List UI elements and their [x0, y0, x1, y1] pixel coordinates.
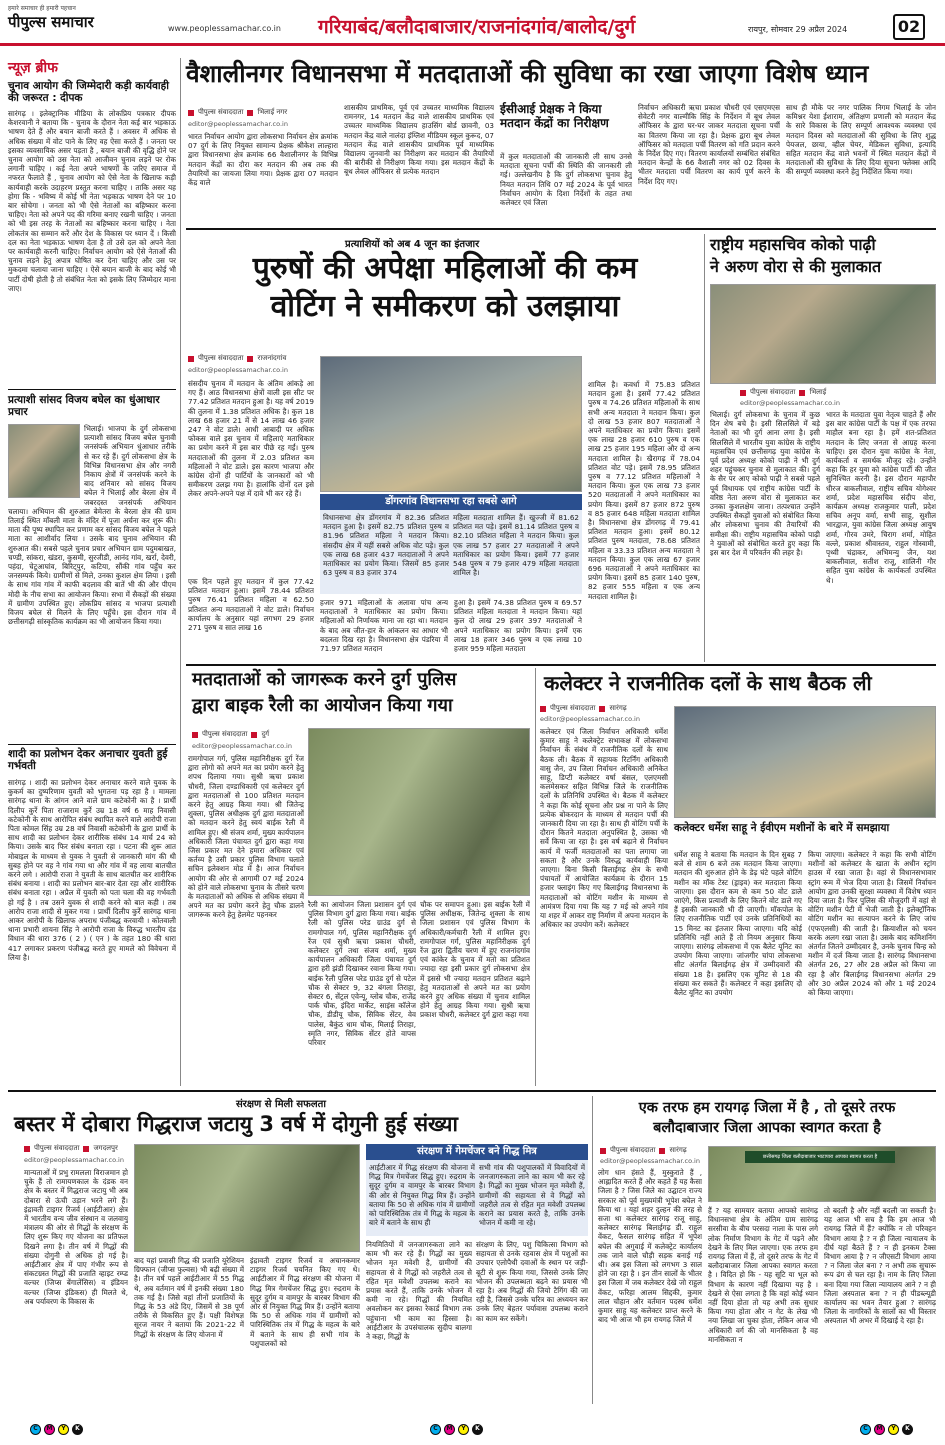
cmyk-yellow: Y: [58, 1424, 69, 1435]
byline-marker-icon: [540, 706, 546, 712]
divider: [8, 389, 176, 390]
vulture-photo: [134, 1144, 360, 1252]
vulture-col-5: संरक्षण के लिए, पशु चिकित्सा विभाग को सहायता से उनके रहवास क्षेत्र में पशुओं का उपचार एलोपैथी दवाओं के स्थान पर जड़ी-बूटी से शुरू किया गया, जिससे उनके लिए भोजन की उपलब्धता बढ़ने का प्रयास भी रहा है। अब गिद्धों की जियो टैगिंग की जा रही है, जिससे उनके चरित्र का अध्ययन कर उनके लिए बेहतर पर्यावास उपलब्ध कराने का काम कर सकेंगे।: [476, 1240, 588, 1323]
women-kicker: प्रत्याशियों को अब 4 जून का इंतजार: [345, 239, 480, 250]
brief-2-text: भिलाई। भाजपा के दुर्ग लोकसभा प्रत्याशी सांसद विजय बघेल चुनावी जनसंपर्क अभियान धुंआधार तरीके से कर रहे हैं। दुर्ग लोकसभा क्षेत्र के विभिन्न विधानसभा क्षेत्र और नगरी निकाय क्षेत्रों में जनसंपर्क करने के बाद शनिवार को सांसद विजय बघेल ने भिलाई और बेरला क्षेत्र में जबरदस्त जनसंपर्क अभियान चलाया। अभियान की शुरुआत बेमेतरा के बेरला क्षेत्र की ग्राम तिलाई स्थित माँबली माता के मंदिर में पूजा अर्चना कर शुरू की। माता की पूष्प स्थापित कर प्रणाम कर सांसद विजय बघेल ने पहले माता का आशीर्वाद लिया । उसके बाद चुनाव अभियान की शुरुआत की। सबसे पहले चुनाव प्रचार अभियान ग्राम पदुमबाखत, चण्डी, सांकरा, खंडरा, कुसमी, सुरजीडी, आनंद गांव, खर्रा, देवरी, पहंदा, चेटूआघांव, बिरिट्पुर, कटिया, सौंकी गांव पहुँच कर जनसम्पर्क किये। ग्रामीणों से मिले, उनका कुशल क्षेम लिया । इसी के साथ गांव गांव में काफी बदलाव की बातें भी की और पीएम मोदी के नीच सभा का आयोजन किया। सभा में सैकड़ों की संख्या में ग्रामीण उपस्थित हुए। लोकप्रिय सांसद व भाजपा प्रत्याशी विजय बघेल से मिलने के लिए पहुँचे। इस दौरान गांव में छत्तीसगढ़ी सांस्कृतिक कार्यक्रम का भी आयोजन किया गया।: [8, 424, 176, 627]
women-col-1b: एक दिन पहले हुए मतदान में कुल 77.42 प्रतिशत मतदान हुआ। इसमें 78.44 प्रतिशत पुरुष 76.41 प्रतिशत महिला व 62.50 प्रतिशत अन्य मतदाताओं ने वोट डाले। निर्वाचन कार्यालय के अनुसार यहां लगभग 29 हजार 271 पुरुष व सात लाख 16: [188, 577, 314, 633]
women-col-3b: हुआ है। इसमें 74.38 प्रतिशत पुरुष व 69.57 प्रतिशत महिला मतदाता ने मतदान किया। यहां कुल दो लाख 29 हजार 397 मतदाताओं ने अपने मताधिकार का प्रयोग किया। इनमें एक लाख 18 हजार 346 पुरुष व एक लाख 10 हजार 959 महिला मतदाता: [454, 598, 582, 654]
vulture-headline: बस्तर में दोबारा गिद्धराज जटायु 3 वर्ष में दोगुनी हुई संख्या: [14, 1112, 458, 1136]
women-col-1: संसदीय चुनाव में मतदान के अंतिम आंकड़े आ गए हैं। आठ विधानसभा क्षेत्रों वाली इस सीट पर 77.42 प्रतिशत मतदान हुआ है। यह वर्ष 2019 की तुलना में 1.38 प्रतिशत अधिक है। कुल 18 लाख 68 हजार 21 में से 14 लाख 46 हजार 247 ने वोट डाले। आधी आबादी पर अधिक फोकस वाले इस चुनाव में महिलाएं मताधिकार का प्रयोग करने में इस बार पीछे रह गईं। पुरुष मतदाताओं की तुलना में 2.03 प्रतिशत कम महिलाओं ने वोट डाले। इस कारण भाजपा और कांग्रेस दोनों ही पार्टियों के जानकारों को भी समीकरण उलझ गया है। हालांकि दोनों दल इसे लेकर अपने-अपने पक्ष में दावे भी कर रहे हैं।: [188, 379, 314, 499]
vaishali-byline: [188, 108, 287, 117]
vulture-box-col-2: सभी गांव की पशुपालकों में विवादियों में जनजागरुकता लाने का काम भी कर रहे है। गिद्धों का मुख्य भोजन मृत मवेशी हैं, ग्रामीणों की सहायता से वे गिद्धों को जहरीले तत्व से रहित मृत मवेशी उपलब्ध कराने का प्रयास करते है, ताकि उनके भोजन में कमी ना रहे।: [479, 1163, 585, 1228]
women-voters-photo: [320, 356, 582, 492]
byline-place: सारंगढ़: [669, 1146, 687, 1154]
logo-text: पीपुल्स समाचार: [8, 13, 94, 31]
vaishali-box-title: ईसीआई प्रेक्षक ने किया मतदान केंद्रों का निरीक्षण: [500, 102, 609, 130]
column-divider: [535, 668, 536, 1086]
website-url: www.peoplessamachar.co.in: [168, 24, 281, 33]
cmyk-cyan: C: [430, 1424, 441, 1435]
byline-place: भिलाई: [809, 388, 827, 396]
police-col-2: रैली का आयोजन जिला प्रशासन दुर्ग एवं पुलिस विभाग दुर्ग द्वारा किया गया। बाईक रैली को पुलिस परेड ग्राउंड दुर्ग से रामगोपाल गर्ग, पुलिस महानिरीक्षक दुर्ग रेंज एवं सुश्री ऋचा प्रकाश चौधरी, कलेक्टर दुर्ग तथा संजय शर्मा, मुख्य कार्यपालन अधिकारी जिला पंचायत दुर्ग द्वारा हरी झंडी दिखाकर रवाना किया गया। बाईक रैली पुलिस परेड ग्राउंड दुर्ग से पटेल चौक से सेक्टर 9, 32 बंगला तिराहा, सेक्टर 6, सेंट्रल एवेन्यू, ग्लोब चौक, राजेंद्र पार्क चौक, इंदिरा मार्केट, साइंस कॉलेज चौक, डीडीयू चौक, सिविक सेंटर, वेव पालेस, बैकुंठ धाम चौक, मिलाई तिराहा, स्मृति नगर, सिविक सेंटर होते वापस परिवार: [308, 900, 416, 1048]
cmyk-marks-right: [860, 1424, 913, 1435]
page-number: 02: [893, 14, 925, 40]
collector-col-1: कलेक्टर एवं जिला निर्वाचन अधिकारी धर्मेश कुमार साहू ने कलेक्ट्रेट सभाकक्ष में लोकसभा निर्वाचन के संबंध में राजनीतिक दलों के साथ बैठक ली। बैठक में सहायक रिटर्निंग अधिकारी वासु जैन, उप जिला निर्वाचन अधिकारी अनिकेत साहू, डिप्टी कलेक्टर वर्षा बंसल, एलएमसी कलमेसकर सहित विभिन्न जिले के राजनीतिक दलों के प्रतिनिधि उपस्थित थे। बैठक में कलेक्टर ने कहा कि कोई सूचना और प्रश्न ना पाने के लिए प्रत्येक बोकरदान के माध्यम से मतदान पर्ची की जानकारी दिया जा रहा है। साथ ही वोटिंग पर्ची के दौरान कितने मतदाता अनुपस्थित है, उसका भी सर्वे किया जा रहा है। इस वर्ष बढ़ाने से निर्वाचन कार्य में फर्जी मतदाताओं का पता लगाया जा सकता है और उनके विरुद्ध कार्यवाही किया जाएगा। बिना किसी बिलाईगढ़ क्षेत्र के सभी पंचायतों में आयोजित कार्यक्रम के दौरान 15 हजार फ्लाइंग किए गए बिलाईगढ़ विधानसभा के मतदाताओं को वोटिंग मशीन के माध्यम से आमंत्रण दिया गया कि यह 7 मई को अपने गांव या शहर में आकर राष्ट्र निर्माण में अपना मतदान के अधिकार का उपयोग करें। कलेक्टर: [540, 727, 668, 930]
women-photo-caption: डोंगरगांव विधानसभा रहा सबसे आगे: [320, 494, 582, 510]
vaishali-headline: वैशालीनगर विधानसभा में मतदाताओं की सुविधा का रखा जाएगा विशेष ध्यान: [186, 59, 869, 88]
vulture-byline: [24, 1144, 118, 1153]
news-brief-label: न्यूज़ ब्रीफ: [8, 60, 58, 76]
women-email: editor@peoplessamachar.co.in: [188, 366, 288, 374]
collector-headline: कलेक्टर ने राजनीतिक दलों के साथ बैठक ली: [544, 671, 872, 695]
women-headline-line-1: पुरुषों की अपेक्षा महिलाओं की कम: [252, 251, 638, 286]
divider: [186, 664, 936, 666]
police-col-1: रामगोपाल गर्ग, पुलिस महानिरीक्षक दुर्ग रेंज द्वारा लोगो को अपने मत का प्रयोग करने हेतु शपथ दिलाया गया। सुश्री ऋचा प्रकाश चौधरी, जिला दण्डाधिकारी एवं कलेक्टर दुर्ग द्वारा मतदाताओं से 100 प्रतिशत मतदान करने हेतु आग्रह किया गया। श्री जितेन्द्र शुक्ला, पुलिस अधीक्षक दुर्ग द्वारा मतदाताओं को मतदान करने हेतु स्वयं बाईक रैली में शामिल हुए। श्री संजय शर्मा, मुख्य कार्यपालन अधिकारी जिला पंचायत दुर्ग द्वारा कहा गया जिस प्रकार मत देने हमारा अधिकार एवं कर्तव्य है उसी प्रकार पुलिस विभाग चलाते सचिन इलेक्शन मोड में है। आज निर्वाचन आयोग की ओर से आगामी 07 मई 2024 को होने वाले लोकसभा चुनाव के तीसरे चरण के मतदाताओं को अधिक से अधिक संख्या में अपने मत का प्रयोग करने हेतु चौक डालने जागरूक करने हेतु हेलमेट पहनकर: [188, 754, 304, 920]
news-brief-label-box: [8, 58, 176, 80]
cmyk-yellow: Y: [458, 1424, 469, 1435]
column-divider: [704, 234, 705, 662]
byline-reporter: पीपुल्स संवाददाता: [202, 730, 248, 738]
byline-reporter: पीपुल्स संवाददाता: [198, 108, 244, 116]
brief-1-body: सारंगढ़ । इलेक्ट्रानिक मीडिया के लोकप्रिय पत्रकार दीपक केशरवानी ने बताया कि - चुनाव के दौरान नेता कई बार भड़काऊ भाषण देते हैं और बयान बाजी करते हैं । अवसर में अधिक से अधिक संख्या में वोट पाने के लिए वह ऐसा करते हैं । जनता पर इसका व्यवसायिक असर पड़ता है , बयान बाजी की वृद्धि होने पर चुनाव आयोग को उस नेता को आजीवन चुनाव लड़ने पर रोक लगानी चाहिए । कई नेता अपने भाषणों के जरिए समाज में नफरत फैलाते हैं , चुनाव आयोग को ऐसे नेता के खिलाफ कड़ी कार्यवाही करके उदाहरण प्रस्तुत करना चाहिए । ताकि असर यह होगा कि - भविष्य में कोई भी नेता भड़काऊ भाषण देने पर 10 बार सोचेगा । जनता को भी ऐसे नेताओं का बहिष्कार करना चाहिए। नेता को अपने पद की गरिमा बनाए रखनी चाहिए । जनता को भी इस तरह के नेताओं का बहिष्कार करना चाहिए । नेता लोकतंत्र का सम्मान करें और देश के विकास पर ध्यान दें । किसी दल का नेता भड़काऊ भाषण देता है तो उसे दल को अपने नेता पर कार्यवाही करनी चाहिए। निर्वाचन आयोग को ऐसे नेताओं की चुनाव लड़ने हेतु अपात्र घोषित कर देना चाहिए और उस पर मुकदमा चलाया जाना चाहिए । ऐसे बयान बाजी के बाद कोई भी पार्टी दोषी होती है तो संबंधित नेता को इसके लिए जिम्मेदार माना जाए।: [8, 109, 176, 293]
women-col-4: शामिल है। कवर्धा में 75.83 प्रतिशत मतदान हुआ है। इसमें 77.42 प्रतिशत पुरुष व 74.26 प्रतिशत महिलाओं के साथ सभी अन्य मतदाता ने मतदान किया। कुल दो लाख 53 हजार 807 मतदाताओं ने अपने मताधिकार का प्रयोग किया। इसमें एक लाख 28 हजार 610 पुरुष व एक लाख 25 हजार 195 महिला और दो अन्य मतदाता शामिल है। खैरागढ़ में 78.04 प्रतिशत वोट पड़े। इसमें 78.95 प्रतिशत पुरुष व 77.12 प्रतिशत महिलाओं ने मतदान किया। कुल एक लाख 73 हजार 520 मतदाताओं ने अपने मताधिकार का प्रयोग किया। इसमें 87 हजार 872 पुरुष व 85 हजार 648 महिला मतदाता शामिल है। विधानसभा क्षेत्र डोंगरगढ़ में 79.41 प्रतिशत मतदान हुआ। इसमें 80.12 प्रतिशत पुरुष मतदाता, 78.68 प्रतिशत महिला व 33.33 प्रतिशत अन्य मतदाता ने मतदान किया। कुल एक लाख 67 हजार 696 मतदाताओं ने अपने मताधिकार का प्रयोग किया। इसमें 85 हजार 140 पुरुष, 82 हजार 555 महिला व एक अन्य मतदाता शामिल है।: [588, 380, 700, 601]
vaishali-col-4: निर्वाचन अधिकारी ऋचा प्रकाश चौधरी एवं एसएमएस सेवेटरी नगर वाल्मीकि सिंह के निर्देशन में बूथ लेवल ऑफिसर के द्वारा घर-घर जाकर मतदाता सूचना पर्ची का वितरण किया जा रहा है। प्रेक्षक द्वारा बूथ लेवल ऑफिसर को मतदाता पर्ची वितरण को गति प्रदान करने के निर्देश दिए गए। वितरण कार्यालयों सम्बंधित संबंधित मतदान केन्द्रों के 66 वैशाली नगर को 02 दिवस के भीतर मतदाता पर्ची वितरण का कार्य पूर्ण करने के निर्देश दिए गए।: [638, 103, 780, 186]
raigarh-headline-line-1: एक तरफ हम रायगढ़ जिला में है , तो दूसरे तरफ: [638, 1100, 896, 1116]
byline-place: राजनांदगांव: [257, 354, 287, 362]
byline-marker-icon: [188, 110, 194, 116]
vulture-col-2: बाद यहां प्रवासी गिद्ध की प्रजाति यूरेशियन ग्रिफ्फान (जीप्स फुल्वस) भी बढ़ी संख्या में है। तीन वर्ष पहले आईटीआर में 55 गिद्ध थे, अब वर्तमान वर्ष में इनकी संख्या 180 तक गई है। जिसे वहां तीनों प्रजातियों के गिद्ध के 53 अंडे दिए, जिसमें से 38 पूर्ण तरीके से विकसित हुए हैं। पक्षी विशेषज्ञ सूरज नायर ने बताया कि 2021-22 में गिद्धों के संरक्षण के लिए योजना में: [134, 1256, 244, 1339]
vaishali-col-5: साथ ही मौके पर नगर पालिक निगम भिलाई के जोन कमिश्नर येशा ईशाराम, अंतिक्षण प्रणाली को मतदान केंद्र के सारे विकास के लिए सम्पूर्ण आवश्यक व्यवस्था एवं मतदान दिवस को मतदाताओं की सुविधा के लिए शुद्ध पेयजल, छाया, व्हील चेयर, मेडिकल सुविधा, इत्यादि सहित मतदान केंद्र वाले भवनों में स्थित मतदान केंद्रों में मतदाताओं की सुविधा के लिए दिया सूचना फ्लेक्स आदि की सम्पूर्ण व्यवस्था करने हेतु निर्देशित किया गया।: [786, 103, 936, 177]
cmyk-cyan: C: [860, 1424, 871, 1435]
cmyk-yellow: Y: [888, 1424, 899, 1435]
vulture-email: editor@peoplessamachar.co.in: [24, 1156, 124, 1164]
byline-reporter: पीपुल्स संवाददाता: [610, 1146, 656, 1154]
women-box-col-2: महिला मतदाता शामिल हैं। खुज्जी में 81.62 प्रतिशत मत पड़े। इसमें 81.14 प्रतिशत पुरुष व 82.10 प्रतिशत महिला ने मतदान किया। कुल एक लाख 57 हजार 27 मतदाताओं ने अपने मताधिकार का प्रयोग किया। इसमें 77 हजार 548 पुरुष व 79 हजार 479 महिला मतदाता शामिल है।: [453, 513, 579, 578]
collector-byline: [540, 704, 627, 713]
koko-byline: [740, 388, 826, 397]
byline-marker-icon: [247, 110, 253, 116]
women-byline: [188, 354, 286, 363]
column-divider: [180, 58, 181, 1086]
koko-meeting-photo: [710, 284, 936, 384]
cmyk-marks-left: [30, 1424, 83, 1435]
police-headline-line-2: द्वारा बाइक रैली का आयोजन किया गया: [192, 695, 453, 716]
welcome-gate-photo: [708, 1146, 936, 1202]
byline-marker-icon: [251, 732, 257, 738]
raigarh-byline: [600, 1146, 687, 1155]
women-box-col-1: विधानसभा क्षेत्र डोंगरगांव में 82.36 प्रतिशत मतदान हुआ है। इसमें 82.75 प्रतिशत पुरुष व 81.96 प्रतिशत महिला ने मतदान किया। संसदीय क्षेत्र में यहीं सबसे अधिक वोट पड़े। कुल एक लाख 68 हजार 437 मतदाताओं ने अपने मताधिकार का प्रयोग किया। जिसमें 85 हजार 63 पुरुष व 83 हजार 374: [323, 513, 449, 578]
brief-1-headline: चुनाव आयोग की जिम्मेदारी कड़ी कार्यवाही की जरूरत : दीपक: [8, 80, 169, 105]
koko-col-2: भारत के मतदाता युवा नेतृत्व चाहते हैं और इस बार कांग्रेस पार्टी के पक्ष में एक तरफा माहौल बना रहा है। हमें शत-प्रतिशत मतदान के लिए जनता से आग्रह करना चाहिए। इस दौरान युवा कांग्रेस के नेता, कार्यकर्ता व समर्थक मौजूद रहे। उन्होंने कहा कि हर युवा को कांग्रेस पार्टी की जीत सुनिश्चित करनी है। इस दौरान महापौर धीरज बाकलीवाल, राष्ट्रीय सचिव योगेश्वर शर्मा, प्रदेश महासचिव संदीप वोरा, कार्यक्रम अध्यक्ष राजकुमार पाली, प्रदेश सचिव अनूप वर्मा, सभी साहू, सुशील भारद्वाज, युवा कांग्रेस जिला अध्यक्ष आयुष शर्मा, गौरव उमरे, चिराग शर्मा, मोहित वल्ले, प्रकाश श्रीवास्तव, राहुल गोस्वामी, पृथ्वी चंद्राकर, अभिमन्यु जैन, यश बाकलीवाल, सतीश राजू, शालिनी गौर सहित युवा कांग्रेस के कार्यकर्ता उपस्थित थे।: [826, 410, 936, 585]
collector-col-3: किया जाएगा। कलेक्टर ने कहा कि सभी वोटिंग मशीनों को कलेक्टर के खाता के अधीन स्ट्रांग हाउस में रखा जाता है। वहां से विधानसभावार स्ट्रांग रूम में भेज दिया जाता है। जिसमें निर्वाचन आयोग द्वारा उनकी सुरक्षा व्यवस्था में विशेष ध्यान दिया जाता है। फिर पुलिस की मौजूदगी में वहां से वोटिंग मशीन पेटी में भेजी जाती है। इलेक्ट्रॉनिक वोटिंग मशीन का सत्यापन करने के लिए जांच (एफएलसी) की जाती है। क्रियाशील को चयन करके अलग रखा जाता है। उसके बाद कमिशनिंग अंतर्गत जितने उम्मीदवार है, उनके चुनाव चिन्ह को मशीन में दर्ज किया जाता है। सारंगढ़ विधानसभा अंतर्गत 26, 27 और 28 अप्रैल को किया जा रहा है और बिलाईगढ़ विधानसभा अंतर्गत 29 और 30 अप्रैल 2024 को और 1 मई 2024 को किया जाएगा।: [808, 850, 936, 998]
koko-headline-line-2: ने अरुण वोरा से की मुलाकात: [710, 257, 882, 276]
vulture-col-1: मान्यताओं में प्रभु रामलला विराजमान हो चुके हैं तो रामायणकाल के दंडक वन क्षेत्र के बस्तर में गिद्धराज जटायु भी अब दोबारा से ऊंची उड़ान भरने लगे हैं। इंद्रावती टाइगर रिजर्व (आईटीआर) क्षेत्र में भारतीय वन्य जीव संस्थान व जलवायु मंत्रालय की ओर से गिद्धों के संरक्षण के लिए शुरू किए गए योजना का प्रतिफल दिखने लगा है। तीन वर्ष में गिद्धों की संख्या दोगुनी से अधिक हो गई है। आईटीआर क्षेत्र में पाए गंभीर रूप से संकटग्रस्त गिद्धों की प्रजाति व्हाइट रम्प्ड वल्चर (जिप्स बेंगालेंसिस) व इंडियन वल्चर (जिप्स इंडिकस) ही मिलते थे, अब पर्यावरण के विकास के: [24, 1168, 128, 1306]
byline-marker-icon: [599, 706, 605, 712]
women-col-2b: हजार 971 महिलाओं के अलावा पांच अन्य मतदाताओं ने मताधिकार का प्रयोग किया। महिलाओं को निर्णायक माना जा रहा था। मतदान के बाद अब जीत-हार के आंकलन का आधार भी बदलता दिख रहा है। विधानसभा क्षेत्र पंडरिया में 71.97 प्रतिशत मतदान: [320, 598, 448, 654]
byline-marker-icon: [659, 1148, 665, 1154]
vaishali-col-3: में कुल मतदाताओं की जानकारी ली साथ उनसे मतदाता सूचना पर्ची की स्थिति की जानकारी ली गई। उल्लेखनीय है कि दुर्ग लोकसभा चुनाव हेतु नियत मतदान तिथि 07 मई 2024 के पूर्व भारत निर्वाचन आयोग के दिशा निर्देशों के तहत तथा कलेक्टर एवं जिला: [500, 152, 632, 208]
collector-meeting-photo: [674, 706, 936, 818]
cmyk-magenta: M: [44, 1424, 55, 1435]
raigarh-email: editor@peoplessamachar.co.in: [600, 1157, 700, 1165]
koko-col-1: भिलाई। दुर्ग लोकसभा के चुनाव में कुछ दिन शेष बचे है। इसी सिलसिले में बड़े नेताओं का भी दुर्ग आना लगा है। इसी सिलसिले में भारतीय युवा कांग्रेस के राष्ट्रीय महासचिव एवं छत्तीसगढ़ युवा कांग्रेस के पूर्व प्रदेश अध्यक्ष कोको पाढ़ी ने भी दुर्ग शहर पहुंचकर चुनाव से मुलाकात की। दुर्ग के सैर पर आए कोको पाढ़ी ने सबसे पहले पूर्व विधायक एवं राष्ट्रीय कांग्रेस पार्टी के वरिष्ठ नेता अरुण वोरा से मुलाकात कर उनका कुशलक्षेम जाना। तत्पश्चात उन्होंने उपस्थित सैकड़ों युवाओं को संबोधित किया और लोकसभा चुनाव की तैयारियों की समीक्षा की। राष्ट्रीय महासचिव कोको पाढ़ी ने युवाओं को संबोधित करते हुए कहा कि इस बार देश में परिवर्तन की लहर है।: [710, 410, 820, 558]
byline-marker-icon: [192, 732, 198, 738]
bike-rally-photo: [308, 728, 530, 896]
photo-float-spacer: [8, 424, 84, 500]
byline-marker-icon: [799, 390, 805, 396]
byline-marker-icon: [247, 356, 253, 362]
police-headline-line-1: मतदाताओं को जागरूक करने दुर्ग पुलिस: [192, 669, 457, 690]
collector-col-2: धर्मेश साहू ने बताया कि मतदान के दिन सुबह 7 बजे से शाम 6 बजे तक मतदान किया जाएगा। मतदान की शुरुआत होने के डेढ़ घंटे पहले वोटिंग मशीन का मॉक टेस्ट (ड्राइव) कर मतदाता किया जाएगा। इस दौरान कम से कम 50 वोट डाले जाएंगे, किस प्रत्याशी के लिए कितने वोट डाले गए हैं इसकी जानकारी भी दी जाएगी। मॉकपोल के लिए राजनीतिक पार्टी एवं उनके प्रतिनिधियों का 15 मिनट का इंतजार किया जाएगा। यदि कोई प्रतिनिधि नहीं आते हैं तो नियम अनुसार किया जाएगा। सारंगढ़ लोकसभा में एक बैलेट यूनिट का उपयोग किया जाएगा। जांजगीर चांपा लोकसभा सीट अंतर्गत बिलाईगढ़ क्षेत्र में उम्मीदवारों की संख्या 18 है। इसलिए एक यूनिट से 18 की संख्या कर सकते हैं। कलेक्टर ने कहा इसलिए दो बैलेट यूनिट का उपयोग: [674, 850, 802, 998]
women-headline-line-2: वोटिंग ने समीकरण को उलझाया: [270, 289, 620, 324]
column-divider: [592, 1096, 593, 1404]
byline-marker-icon: [188, 356, 194, 362]
divider: [186, 228, 936, 230]
police-col-3: चौक पर समापन हुआ। इस बाईक रैली में पुलिस अधीक्षक, जितेन्द्र शुक्ला के साथ जिला प्रशासन एवं पुलिस विभाग के अधिकारी/कर्मचारी रैली में शामिल हुए। रामगोपाल गर्ग, पुलिस महानिरीक्षक दुर्ग रेंज द्वारा द्वितीय चरण में हुए राजनांदगांव एवं कांकेर के चुनाव में मतो का प्रतिशत ज्यादा रहा इसी प्रकार दुर्ग लोकसभा क्षेत्र में इससे भी ज्यादा मतदान प्रतिशत बढ़ाने हेतु मतदाताओं से अपने मत का प्रयोग करने हुए अधिक संख्या में चुनाव शामिल होने हेतु आग्रह किया गया। सुश्री ऋचा प्रकाश चौधरी, कलेक्टर दुर्ग द्वारा कहा गया: [420, 900, 530, 1020]
byline-marker-icon: [83, 1146, 89, 1152]
vulture-col-4: नियमितियों में जनजागरुकता लाने का काम भी कर रहे हैं। गिद्धों का मुख्य भोजन मृत मवेशी है, ग्रामीणों की सहायता से वे गिद्धों को जहरीले तत्व से रहित मृत मवेशी उपलब्ध कराने का प्रयास करते हैं, ताकि उनके भोजन में कमी ना रहे। गिद्धों की नियमित अवलोकन कर इसका रेकार्ड विभाग तक पहुंचाना भी काम का हिस्सा है। आईटीआर के उपसंचालक सुदीप बालगा ने कहा, गिद्धों के: [366, 1240, 472, 1342]
raigarh-headline-line-2: बलौदाबाजार जिला आपका स्वागत करता है: [653, 1120, 881, 1136]
divider: [8, 744, 176, 745]
cmyk-marks-center: [430, 1424, 483, 1435]
byline-reporter: पीपुल्स संवाददाता: [198, 354, 244, 362]
welcome-sign: छत्तीसगढ़ जिला बलौदाबाजार भाटापारा आपका स्वागत करता है: [745, 1151, 895, 1163]
newspaper-logo: [8, 5, 94, 32]
raigarh-col-3: तो बदली है और नहीं बदली जा सकती है। यह आज भी सच है कि हम आज भी रायगढ़ जिले में हैं? क्योंकि न तो परिवहन विभाग आया है ? न ही जिला न्यायालय के दीर्घ यहां बैठते हैं ? न ही इनकम टैक्स विभाग आया है ? न जीएसटी विभाग आया ? न जिला जेल बना ? न अभी तक सुचारू रूप ढंग से चल रहा है। नाम के लिए जिला बना दिया गया जिला न्यायालय आने ? न ही जिला अस्पताल बना ? न ही पीडब्ल्यूडी कार्यालय का भवन तैयार हुआ ? सारंगढ़ जिला के नागरिकों के सालों का भी विस्तार अस्पताल भी अभर में दिखाई दे रहा है।: [824, 1206, 936, 1326]
koko-email: editor@peoplessamachar.co.in: [740, 399, 840, 407]
byline-marker-icon: [600, 1148, 606, 1154]
brief-2-body: [8, 424, 176, 740]
byline-reporter: पीपुल्स संवाददाता: [750, 388, 796, 396]
brief-2-headline: प्रत्याशी सांसद विजय बघेल का धुंआधार प्रचार: [8, 394, 160, 419]
cmyk-magenta: M: [874, 1424, 885, 1435]
cmyk-black: K: [472, 1424, 483, 1435]
byline-reporter: पीपुल्स संवाददाता: [34, 1144, 80, 1152]
region-banner: गरियाबंद/बलौदाबाजार/राजनांदगांव/बालोद/दुर्ग: [318, 16, 636, 38]
cmyk-black: K: [902, 1424, 913, 1435]
collector-email: editor@peoplessamachar.co.in: [540, 715, 640, 723]
police-email: editor@peoplessamachar.co.in: [192, 742, 292, 750]
divider: [8, 1090, 936, 1092]
vulture-box-col-1: आईटीआर में गिद्ध संरक्षण की योजना में गिद्ध मित्र गेमचेंजर सिद्ध हुए। रुद्रराम के सुदूर दुर्गम व वामपुर के बारबर विभाग की ओर से नियुक्त गिद्ध मित्र हैं। उन्होंने बताया कि 50 से अधिक गांव में ग्रामीणों को पारिस्थितिक तंत्र में गिद्ध के महत्व के बारे में बताने के साथ ही: [369, 1163, 475, 1228]
byline-marker-icon: [740, 390, 746, 396]
byline-place: भिलाई नगर: [257, 108, 288, 116]
brief-3-body: सारंगढ़ । शादी का प्रलोभन देकर अनाचार करने वाले युवक के कुकर्म का दुष्परिणाम युवती को भुगतना पड़ रहा है । मामला सारंगढ़ थाना के आंगन आने वाले ग्राम कटेकोनी का है । प्रार्थी दिलीप कुर्रे पिता राजाराम कुर्रे उम्र 18 वर्ष 6 माह निवासी कटेकोनी के साथ आरोपित संबंध स्थापित करने वाले आरोपी राजा पिता कोमल सिंह उम्र 28 वर्ष निवासी कटेकोनी के द्वारा प्रार्थी के साथ शादी का प्रलोभन देकर शारीरिक संबंध 14 मार्च 24 को किया। उसके बाद फिर संबंध बनाता रहा । पटना की शुरू आत मोबाइल के माध्यम से युवक ने युवती से जानकारी मांग की थी सुबह होने पर वह ने गांव गया था और गांव में वह लाया बातचीत करने लगे । आरोपी राजा ने युवती के साथ बातचीत कर शारीरिक संबंध बनाया । शादी का प्रलोभन बार-बार देता रहा और शारीरिक संबंध बनाता रहा । अप्रैल में युवती को पता चला की वह गर्भवती हो गई है । तब उसने युवक से शादी करने को बात कही । तब आरोप राजा शादी से मुकर गया । प्रार्थी दिलीप कुर्रे सारंगढ़ थाना आकर आरोपी के खिलाफ अपराध पंजीबद्ध करवायी । कोतवाली थाना प्रभारी शायना सिंह ने आरोपी राजा के विरुद्ध भारतीय दंड विधान की धारा 376 ( 2 ) ( एन ) के तहत 180 की धारा 417 लगाकर प्रकरण पंजीबद्ध करते हुए मामले को विवेचना में लिया है।: [8, 778, 176, 962]
vaishali-col-1: भारत निर्वाचन आयोग द्वारा लोकसभा निर्वाचन क्षेत्र क्रमांक 07 दुर्ग के लिए नियुक्त सामान्य प्रेक्षक श्रीकेश लाल्हारा द्वारा विधानसभा क्षेत्र क्रमांक 66 वैशालीनगर के विभिन्न मतदान केंद्रों का दौरा कर मतदान की अब तक की तैयारियों का जायजा लिया गया। प्रेक्षक द्वारा 07 मतदान केंद्र वाले: [188, 132, 338, 188]
koko-headline-line-1: राष्ट्रीय महासचिव कोको पाढ़ी: [710, 235, 876, 254]
raigarh-col-1: लोग धान हंसते हैं, मुस्कुराते हैं , आह्लादित करते हैं और कहते हैं यह कैसा जिला है ? जिस जिले का उद्घाटन राज्य सरकार को पूर्व मुख्यमंत्री भूपेश बघेल ने किया था । यहां शहर दुल्हन की तरह से सजा था कलेक्टर सारंगढ़ राजू साहू, कलेक्टर सारंगढ़ बिलाईगढ़ डी. राहुल वेंकट, फैसल सारंगढ़ सहित में भूपेश बघेल की अगुवाई में कलेक्ट्रेट कार्यालय तक जाने वाले चौड़ी सड़क बनाई गई थी। अब इस जिला को लगभग 3 साल होने जा रहा है । इन तीन सालों के भीतर इस जिला में जब कलेक्टर देखे जो राहुल वेंकट, फरिहा आलम सिद्दकी, कुमार लाल चौहान और वर्तमान पदस्थ धर्मेश कुमार साहू यह कलेक्टर प्राप्त करने के बाद भी आज भी हम रायगढ़ जिले में: [598, 1168, 702, 1325]
cmyk-magenta: M: [444, 1424, 455, 1435]
vulture-col-3: इंद्रावती टाइगर रिजर्व व अचानकमार टाइगर रिजर्व चयनित किए गए थे। आईटीआर में गिद्ध संरक्षण की योजना में गिद्ध मित्र गेमचेंजर सिद्ध हुए। रुद्रराम के सुदूर दुर्गम व वामपुर के बारबर विभाग की ओर से नियुक्त गिद्ध मित्र हैं। उन्होंने बताया कि 50 से अधिक गांव में ग्रामीणों को पारिस्थितिक तंत्र में गिद्ध के महत्व के बारे में बताने के साथ ही सभी गांव के पशुपालकों को: [250, 1256, 360, 1348]
raigarh-col-2: हैं ? यह सामयार बताया आपको सारंगढ़ विधानसभा क्षेत्र के अंतिम ग्राम सारंगढ़ सरसीवा के बीच परसदा नाला के पास लगे लोक निर्माण विभाग के गेट में पढ़ने और देखने के लिए मिल जाएगा। एक तरफ हम रायगढ़ जिला में हैं, तो दूसरे तरफ के गेट में बलौदाबाजार जिला आपका स्वागत करता है । विदित हो कि - यह सूटि या भूल को विभाग के कारण नहीं दिखाया यह है । देखने से ऐसा लगता है कि वहां कोई ध्यान नहीं दिया होता तो यह अभी तक सुधार किया गया होता और न गेट के लेख भी नया लिखा जा चुका होता, लेकिन आज भी अधिकारी वर्ग की जो मानसिकता है वह मानसिकता न: [708, 1206, 818, 1344]
police-byline: [192, 730, 269, 739]
vaishali-email: editor@peoplessamachar.co.in: [188, 120, 288, 128]
byline-place: सारंगढ़: [609, 704, 627, 712]
byline-place: जगदलपुर: [93, 1144, 118, 1152]
collector-photo-caption: कलेक्टर धर्मेश साहू ने ईवीएम मशीनों के बारे में समझाया: [674, 822, 890, 834]
byline-place: दुर्ग: [261, 730, 270, 738]
byline-marker-icon: [24, 1146, 30, 1152]
cmyk-black: K: [72, 1424, 83, 1435]
vaishali-col-2: शासकीय प्राथमिक, पूर्व एवं उच्चतर माध्यमिक विद्यालय रामनगर, 14 मतदान केंद्र वाले शासकीय प्राथमिक एवं उच्चतर माध्यमिक विद्यालय हाउसिंग बोर्ड छावनी, 03 मतदान केंद्र वाले नालंदा इंग्लिश मीडियम स्कूल कुरूद, 07 मतदान केंद्र वाले शासकीय प्राथमिक पूर्व माध्यमिक विद्यालय जुनवानी का निरीक्षण कर मतदान की तैयारियों की बारीकी से निरीक्षण किया गया। इस मतदान केंद्रों के बूथ लेवल ऑफिसर से प्रत्येक मतदान: [344, 103, 494, 177]
logo-tagline: हमारे समाचार ही हमारी पहचान: [8, 5, 76, 12]
vulture-box-title: संरक्षण में गेमचेंजर बने गिद्ध मित्र: [366, 1144, 588, 1160]
brief-3-headline: शादी का प्रलोभन देकर अनाचार युवती हुई गर्भवती: [8, 748, 168, 773]
byline-reporter: पीपुल्स संवाददाता: [550, 704, 596, 712]
dateline: रायपुर, सोमवार 29 अप्रैल 2024: [748, 25, 848, 34]
vulture-kicker: संरक्षण से मिली सफलता: [236, 1099, 326, 1110]
cmyk-cyan: C: [30, 1424, 41, 1435]
